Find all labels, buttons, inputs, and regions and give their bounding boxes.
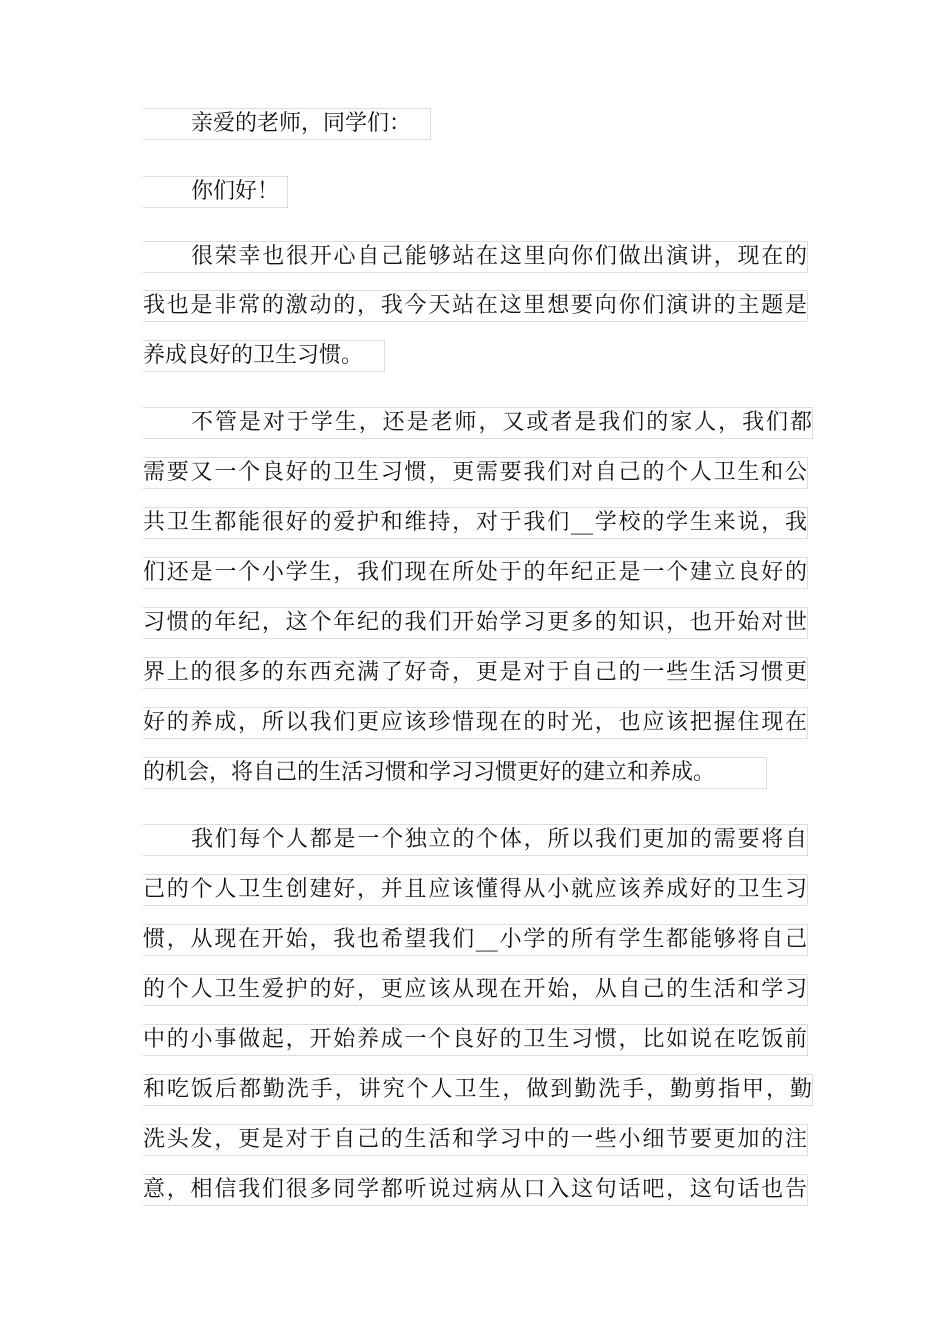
paragraph-line: 中的小事做起，开始养成一个良好的卫生习惯，比如说在吃饭前 [143, 1024, 808, 1056]
paragraph-line: 很荣幸也很开心自己能够站在这里向你们做出演讲，现在的 [143, 241, 808, 273]
paragraph-line: 的个人卫生爱护的好，更应该从现在开始，从自己的生活和学习 [143, 974, 808, 1006]
paragraph-line: 我们每个人都是一个独立的个体，所以我们更加的需要将自 [143, 824, 808, 856]
greeting-line: 你们好！ [143, 176, 288, 208]
paragraph-line: 意，相信我们很多同学都听说过病从口入这句话吧，这句话也告 [143, 1174, 808, 1206]
paragraph-line: 己的个人卫生创建好，并且应该懂得从小就应该养成好的卫生习 [143, 874, 808, 906]
paragraph-line: 好的养成，所以我们更应该珍惜现在的时光，也应该把握住现在 [143, 707, 808, 739]
paragraph-line: 的机会，将自己的生活习惯和学习习惯更好的建立和养成。 [143, 757, 767, 789]
paragraph-line: 们还是一个小学生，我们现在所处于的年纪正是一个建立良好的 [143, 557, 808, 589]
paragraph-line: 洗头发，更是对于自己的生活和学习中的一些小细节要更加的注 [143, 1124, 808, 1156]
paragraph-line: 和吃饭后都勤洗手，讲究个人卫生，做到勤洗手，勤剪指甲，勤 [143, 1074, 813, 1106]
salutation-line: 亲爱的老师，同学们： [143, 108, 431, 140]
paragraph-line: 我也是非常的激动的，我今天站在这里想要向你们演讲的主题是 [143, 290, 808, 322]
paragraph-line: 共卫生都能很好的爱护和维持，对于我们__学校的学生来说，我 [143, 507, 808, 539]
paragraph-line: 养成良好的卫生习惯。 [143, 340, 385, 372]
paragraph-line: 惯，从现在开始，我也希望我们__小学的所有学生都能够将自己 [143, 924, 808, 956]
paragraph-line: 需要又一个良好的卫生习惯，更需要我们对自己的个人卫生和公 [143, 457, 808, 489]
paragraph-line: 习惯的年纪，这个年纪的我们开始学习更多的知识，也开始对世 [143, 607, 808, 639]
paragraph-line: 界上的很多的东西充满了好奇，更是对于自己的一些生活习惯更 [143, 657, 808, 689]
paragraph-line: 不管是对于学生，还是老师，又或者是我们的家人，我们都 [143, 407, 813, 439]
